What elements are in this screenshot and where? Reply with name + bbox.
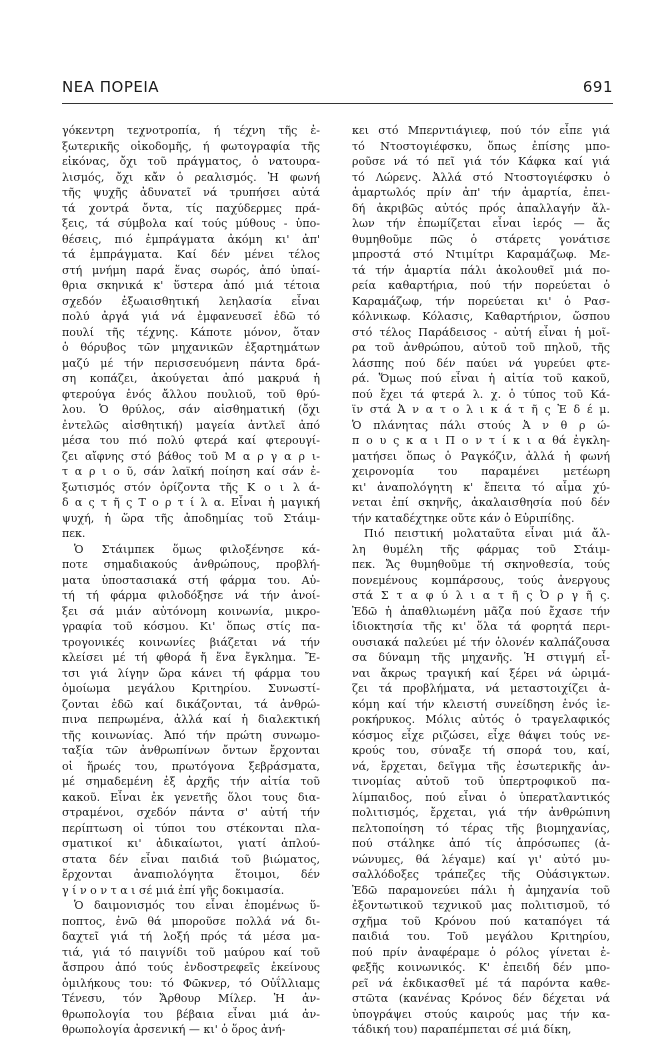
paragraph (62, 123, 320, 542)
text-line: Καραμάζωφ, τήν πορεύεται κι' ὁ Ρασ- (352, 294, 610, 308)
text-line: ματα ὑποστασιακά στή φάρμα του. Αὐ- (62, 573, 320, 587)
text-line: Ὁ δαιμονισμός του εἶναι ἑπομένως ὕ- (74, 899, 320, 912)
text-line: Ὁ πλάνητας πάλι στούς Ἀ ν θ ρ ώ- (352, 418, 610, 432)
text-line: δή ἀκριβῶς αὐτός πρός ἀπαλλαγήν ἄλ- (352, 201, 610, 215)
text-line: στατα δέν εἶναι παιδιά τοῦ βιώματος, (62, 852, 320, 866)
text-line: τιά, γιά τό παιγνίδι τοῦ μαύρου καί τοῦ (62, 945, 320, 959)
right-column (352, 123, 610, 1038)
text-line: ση κοπάζει, ἀκούγεται ἀπό μακρυά ἡ (62, 372, 320, 385)
text-line: εἰκόνας, ὄχι τοῦ πράγματος, ὁ νατουρα- (62, 155, 320, 168)
text-line: ἐξοντωτικοῦ τεχνικοῦ μας πολιτισμοῦ, τό (352, 899, 610, 912)
text-line: κακοῦ. Εἶναι ἐκ γενετῆς ὅλοι τους δια- (62, 790, 320, 804)
text-line: ζονται ἐδῶ καί δικάζονται, τά ἀνθρώ- (62, 697, 320, 711)
text-line: ὁμιλήκους του: τό Φῶκνερ, τό Οὐΐλλιαμς (62, 976, 320, 990)
text-line: ρα τοῦ ἀνθρώπου, αὐτοῦ τοῦ πηλοῦ, τῆς (352, 341, 610, 354)
text-line: Ὁ Στάιμπεκ ὅμως φιλοξένησε κά- (74, 542, 320, 556)
text-line: φεξῆς κοινωνικός. Κ' ἐπειδή δέν μπο- (352, 961, 610, 974)
text-line: ἄσπρου ἀπό τούς ἐνδοστρεφεῖς ἐκείνους (62, 961, 320, 974)
left-column (62, 123, 320, 1038)
text-line: Πιό πειστική μολαταῦτα εἶναι μιά ἄλ- (364, 527, 610, 540)
text-line: θυμηθοῦμε πῶς ὁ στάρετς γονάτισε (352, 232, 610, 246)
text-line: ὁ θόρυβος τῶν μηχανικῶν ἐξαρτημάτων (62, 341, 320, 354)
text-line: θρωπολογία του βέβαια εἶναι μιά ἀν- (62, 1007, 320, 1021)
text-line: τῆς ψυχῆς ἀδυνατεῖ νά τρυπήσει αὐτά (62, 186, 320, 199)
text-line: τό Ντοστογιέφσκυ, ὅπως ἐπίσης μπο- (352, 139, 610, 153)
text-line: πολιτισμός, ἔρχεται, γιά τήν ἀνθρώπινη (352, 806, 610, 819)
text-line: τό Λώρενς. Ἀλλά στό Ντοστογιέφσκυ ὁ (352, 170, 610, 184)
paragraph (62, 542, 320, 899)
text-line: σχῆμα τοῦ Κρόνου πού καταπόγει τά (352, 914, 610, 928)
header-rule (62, 103, 613, 104)
text-line: οἱ ἥρωές του, πρωτόγονα ξεβράσματα, (62, 759, 320, 773)
text-line: πολύ ἀργά γιά νά ἐμφανευσεῖ ἐδῶ τό (62, 310, 320, 323)
page-number: 691 (582, 78, 613, 96)
text-line: χειρονομία του παραμένει μετέωρη (352, 465, 610, 478)
text-line: λισμός, ὄχι κἄν ὁ ρεαλισμός. Ἡ φωνή (62, 170, 320, 184)
text-line: τρογονικές κοινωνίες βιάζεται νά τήν (62, 635, 320, 649)
text-line: ναι ἄκρως τραγική καί ξέρει νά ὡριμά- (352, 666, 610, 680)
text-line: ξωτερικῆς οἰκοδομῆς, ή φωτογραφία τῆς (62, 139, 320, 153)
text-line: σαλλόδοξες τράπεζες τῆς Οὐάσιγκτων. (352, 868, 610, 881)
text-line: παιδιά του. Τοῦ μεγάλου Κριτηρίου, (352, 930, 610, 943)
text-line: λάσπης πού δέν παύει νά γυρεύει φτε- (352, 356, 610, 370)
text-line: ρεία καθαρτήρια, πού τήν πορεύεται ὁ (352, 279, 610, 292)
text-line: πουλί τῆς τέχνης. Κάποτε μόνον, ὅταν (62, 325, 320, 339)
text-line: λων τήν ἐπωμίζεται εἶναι ἱερός — ἄς (352, 217, 610, 230)
text-line: μαζύ μέ τήν περισσευόμενη πάντα δρά- (62, 356, 320, 370)
text-line: πελτοποίηση τό τέρας τῆς βιομηχανίας, (352, 821, 610, 835)
text-line: κόμη καί τήν κλειστή συνείδηση ἑνός ἰε- (352, 697, 610, 711)
text-line: ρεῖ νά ἐκδικασθεῖ μέ τά παρόντα καθε- (352, 976, 610, 990)
text-line: ποπτος, ἐνῶ θά μποροῦσε πολλά νά δι- (62, 914, 320, 928)
text-line: στῶτα (κανένας Κρόνος δέν δέχεται νά (352, 992, 610, 1005)
text-line: ὁμοίωμα μεγάλου Κριτηρίου. Συνωστί- (62, 682, 320, 695)
text-line: κόσμος εἶχε ριζώσει, εἶχε θάψει τούς νε- (352, 728, 610, 742)
text-line: πού ἔχει τά φτερά λ. χ. ὁ τύπος τοῦ Κά- (352, 387, 610, 401)
text-line: θέσεις, πιό ἐμπράγματα ἀκόμη κι' ἀπ' (62, 232, 320, 246)
text-line: κρούς του, σύναξε τή σπορά του, καί, (352, 744, 610, 757)
text-line: κι' ἀναπολόγητη κ' ἔπειτα τό αἷμα χύ- (352, 480, 610, 494)
text-line: νά, ἔρχεται, δεῖγμα τῆς ἐσωτερικῆς ἀν- (352, 759, 610, 773)
text-line: μέσα του πιό πολύ φτερά καί φτερουγί- (62, 434, 320, 447)
text-line: ουσιακά παλεύει μέ τήν ὁλονέν καλπάζουσα (352, 635, 610, 649)
text-line: πεκ. (62, 527, 86, 540)
text-line: ἐντελῶς αἰσθητική) μαγεία ἀντλεῖ ἀπό (62, 418, 320, 432)
text-line: τά ἐμπράγματα. Καί δέν μένει τέλος (62, 248, 320, 261)
text-line: τάδική του) παραπέμπεται σέ μιά δίκη, (352, 1023, 572, 1036)
text-line: ξωτισμός στόν ὁρίζοντα τῆς Κ ο ι λ ά- (62, 480, 320, 494)
text-line: ϊν στά Ἀ ν α τ ο λ ι κ ά τ ῆ ς Ἐ δ έ μ. (352, 403, 610, 416)
text-line: σχεδόν ἐξωαισθητική λεηλασία εἶναι (62, 294, 320, 308)
text-line: γ ί ν ο ν τ α ι σέ μιά ἐπί γῆς δοκιμασία. (62, 883, 285, 897)
text-line: τήν καταδέχτηκε οὔτε κάν ὁ Εὐριπίδης. (352, 511, 575, 525)
text-line: Ἐδῶ ἡ ἀπαθλιωμένη μᾶζα πού ἔχασε τήν (352, 604, 610, 618)
text-line: θρωπολογία ἀρσενική — κι' ὁ ὅρος ἀνή- (62, 1023, 286, 1036)
text-line: ξει σά μιάν αὐτόνομη κοινωνία, μικρο- (62, 604, 320, 618)
text-line: σματικοί κι' ἀδικαίωτοι, γιατί ἁπλού- (62, 837, 320, 850)
text-line: ἔρχονται ἀναπιολόγητα ἕτοιμοι, δέν (62, 868, 320, 881)
text-line: κλείσει μέ τή φθορά ἤ ἕνα ἔγκλημα. Ἔ- (62, 651, 320, 664)
text-line: τά χοντρά ὄντα, τίς παχύδερμες πρά- (62, 201, 320, 215)
text-line: τή τή φάρμα φιλοδόξησε νά τήν ἀνοί- (62, 589, 320, 602)
text-line: πινα πεπρωμένα, ἀλλά καί ἡ διαλεκτική (62, 713, 320, 726)
text-line: στή μνήμη παρά ἕνας σωρός, ἀπό ὑπαί- (62, 263, 320, 277)
text-line: ποτε σημαδιακούς ἀνθρώπους, προβλή- (62, 558, 320, 571)
text-line: λη θυμέλη τῆς φάρμας τοῦ Στάιμ- (352, 542, 610, 556)
text-line: ἁμαρτωλός πρίν ἀπ' τήν ἁμαρτία, ἐπει- (352, 186, 610, 199)
text-line: ζει αἴφνης στό βάθος τοῦ Μ α ρ γ α ρ ι- (62, 449, 320, 463)
text-line: στό τέλος Παράδεισος - αὐτή εἶναι ἡ μοῖ- (352, 325, 610, 339)
text-line: δ α ς τ ῆ ς Τ ο ρ τ ί λ α. Εἶναι ἡ μαγική (62, 496, 320, 509)
text-line: Τένεσυ, τόν Ἄρθουρ Μίλερ. Ἡ ἀν- (62, 992, 320, 1005)
text-line: πεκ. Ἄς θυμηθοῦμε τή σκηνοθεσία, τούς (352, 558, 610, 571)
text-line: τά τήν ἁμαρτία πάλι ἀκολουθεῖ μιά πο- (352, 263, 610, 277)
paragraph (352, 526, 610, 1038)
text-line: περίπτωση οἱ τύποι του στέκονται πλα- (62, 821, 320, 835)
text-line: στά Σ τ α φ ύ λ ι α τ ῆ ς Ὀ ρ γ ῆ ς. (352, 589, 610, 602)
text-line: θρια σκηνικά κ' ὕστερα ἀπό μιά τέτοια (62, 279, 320, 292)
text-line: πού πρίν ἀναφέραμε ὁ ρόλος γίνεται ἐ- (352, 945, 610, 959)
text-line: ροῦσε νά τό πεῖ γιά τόν Κάφκα καί γιά (352, 155, 610, 168)
text-line: γόκεντρη τεχνοτροπία, ή τέχνη τῆς ἐ- (62, 124, 320, 137)
text-line: μπροστά στό Ντιμίτρι Καραμάζωφ. Με- (352, 248, 610, 261)
text-line: τ α ρ ι ο ῦ, σάν λαϊκή ποίηση καί σάν ἐ- (62, 465, 320, 478)
paragraph (352, 123, 610, 526)
text-line: ὑπογράψει στούς καιρούς μας τήν κα- (352, 1007, 610, 1021)
journal-title: ΝΕΑ ΠΟΡΕΙΑ (62, 78, 160, 96)
text-line: τινομίας αὐτοῦ τοῦ ὑπερτροφικοῦ πα- (352, 775, 610, 788)
text-line: ἰδιοκτησία τῆς κι' ὅλα τά φορητά περι- (352, 620, 610, 633)
text-line: πού στάληκε ἀπό τίς ἀπρόσωπες (ἀ- (352, 837, 610, 850)
text-line: ξεις, τά σύμβολα καί τούς μύθους - ὑπο- (62, 217, 320, 230)
text-line: ψυχή, ἡ ὥρα τῆς ἀποδημίας τοῦ Στάιμ- (62, 511, 320, 525)
text-line: Ἐδῶ παραμονεύει πάλι ἡ ἀμηχανία τοῦ (352, 883, 610, 897)
text-line: φτερούγα ἑνός ἄλλου πουλιοῦ, τοῦ θρύ- (62, 387, 320, 401)
text-line: γραφία τοῦ κόσμου. Κι' ὅπως στίς πα- (62, 620, 320, 633)
running-header (62, 78, 613, 100)
text-line: τσι γιά λίγην ὥρα κάνει τή φάρμα του (62, 666, 320, 680)
text-line: κόλνικωφ. Κόλασις, Καθαρτήριον, ὥσπου (352, 310, 610, 323)
text-line: σα δύναμη τῆς μηχανῆς. Ἡ στιγμή εἶ- (352, 651, 610, 664)
text-line: λου. Ὁ θρύλος, σάν αἰσθηματική (ὄχι (62, 403, 320, 416)
text-line: ζει τά προβλήματα, νά μεταστοιχίζει ἀ- (352, 682, 610, 695)
text-line: δαχτεῖ γιά τή λοξή πρός τά μέσα μα- (62, 930, 320, 943)
text-line: ματήσει ὅπως ὁ Ραγκόζιν, ἀλλά ἡ φωνή (352, 449, 610, 463)
text-line: νώνυμες, θά λέγαμε) καί γι' αὐτό μυ- (352, 852, 610, 866)
text-line: μέ σημαδεμένη ἐξ ἀρχῆς τήν αἰτία τοῦ (62, 775, 320, 788)
text-line: νεται ἐπί σκηνῆς, ἀκαλαισθησία πού δέν (352, 496, 610, 509)
text-line: κει στό Μπερντιάγιεφ, πού τόν εἶπε γιά (352, 124, 610, 137)
text-line: τῆς κοινωνίας. Ἀπό τήν πρώτη συνωμο- (62, 728, 320, 742)
text-line: ροκήρυκος. Μόλις αὐτός ὁ τραγελαφικός (352, 713, 610, 726)
text-line: στραμένοι, σχεδόν πάντα σ' αὐτή τήν (62, 806, 320, 819)
text-line: πονεμένους κομπάρσους, τούς ἀνεργους (352, 573, 610, 587)
text-line: π ο υ ς κ α ι Π ο ν τ ί κ ι α θά ἐγκλη- (352, 434, 610, 447)
text-line: ρά. Ὅμως πού εἶναι ἡ αἰτία τοῦ κακοῦ, (352, 372, 610, 385)
paragraph (62, 898, 320, 1038)
text-line: ταξία τῶν ἀνθρωπίνων ὄντων ἔρχονται (62, 744, 320, 757)
text-line: λίμπαιδος, πού εἶναι ὁ ὑπερατλαντικός (352, 790, 610, 804)
